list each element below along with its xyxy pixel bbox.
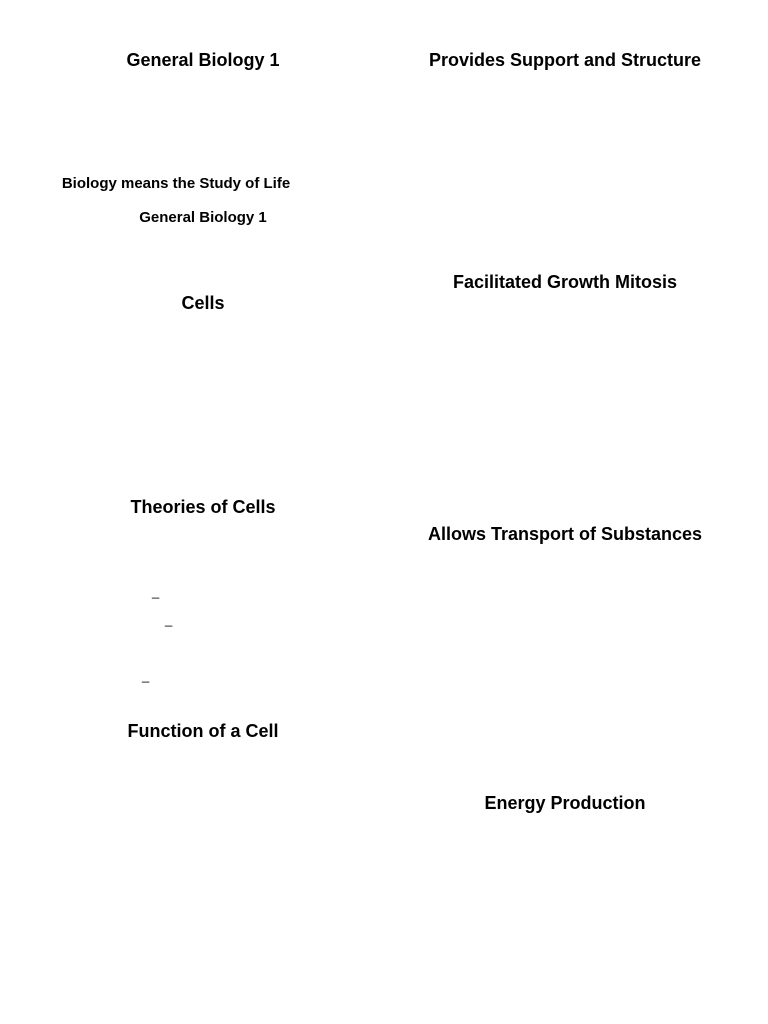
growth-heading: Facilitated Growth Mitosis xyxy=(452,272,678,292)
function-heading: Function of a Cell xyxy=(127,721,279,741)
transport-heading: Allows Transport of Substances xyxy=(427,524,703,544)
energy-heading: Energy Production xyxy=(484,793,646,813)
biology-definition: Biology means the Study of Life xyxy=(61,175,291,192)
course-subtitle: General Biology 1 xyxy=(139,209,267,226)
support-heading: Provides Support and Structure xyxy=(428,50,702,70)
theories-heading: Theories of Cells xyxy=(130,497,276,517)
dash-marker: _ xyxy=(142,668,150,683)
page-title: General Biology 1 xyxy=(126,50,280,70)
cells-heading: Cells xyxy=(181,293,225,313)
dash-marker: _ xyxy=(165,612,173,627)
dash-marker: _ xyxy=(152,584,160,599)
